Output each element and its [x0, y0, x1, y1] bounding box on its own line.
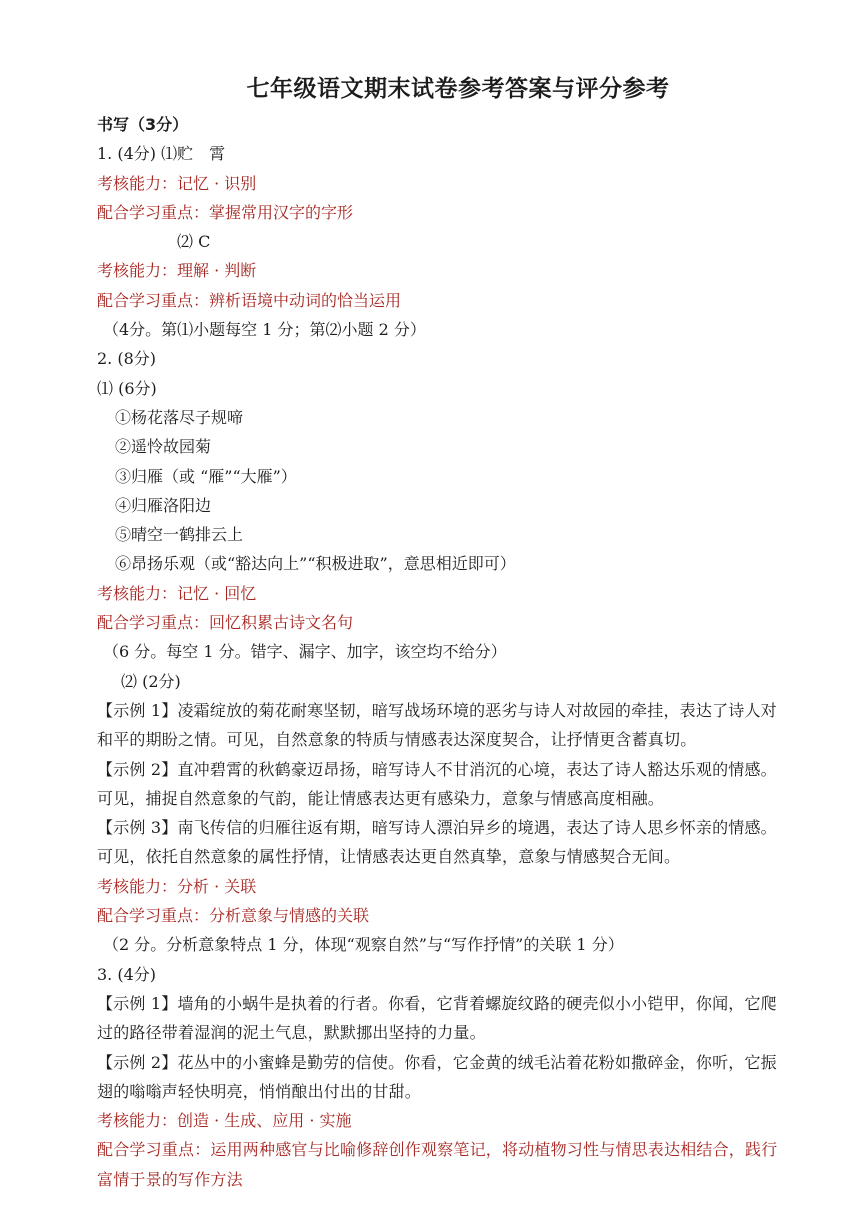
- answer-content: [97, 110, 779, 1194]
- assessment-note: 考核能力：记忆 · 回忆: [97, 583, 257, 603]
- assessment-note: 考核能力：分析 · 关联: [97, 876, 257, 896]
- example-answer: 【示例 2】直冲碧霄的秋鹤豪迈昂扬，暗写诗人不甘消沉的心境，表达了诗人豁达乐观的情感。可见，捕捉自然意象的气韵，能让情感表达更有感染力，意象与情感高度相融。: [97, 759, 777, 808]
- section-heading: 书写（3分）: [97, 115, 189, 134]
- answer-line: ⑴ (6分): [97, 378, 157, 398]
- answer-line: 2. (8分): [97, 349, 157, 369]
- example-answer: 【示例 1】墙角的小蜗牛是执着的行者。你看，它背着螺旋纹路的硬壳似小小铠甲，你闻，它爬过的路径带着湿润的泥土气息，默默挪出坚持的力量。: [97, 993, 777, 1043]
- assessment-note: 配合学习重点：回忆积累古诗文名句: [97, 613, 354, 633]
- answer-line: ⑵ C: [177, 232, 211, 252]
- assessment-note: 配合学习重点：分析意象与情感的关联: [97, 906, 370, 926]
- answer-line: ②遥怜故园菊: [115, 437, 212, 457]
- assessment-note: 考核能力：记忆 · 识别: [97, 173, 257, 193]
- page-title: 七年级语文期末试卷参考答案与评分参考: [246, 76, 670, 102]
- answer-line: ⑤晴空一鹤排云上: [115, 525, 244, 545]
- assessment-note: 考核能力：理解 · 判断: [97, 261, 257, 281]
- answer-line: 3. (4分): [97, 964, 157, 984]
- answer-line: ⑥昂扬乐观（或“豁达向上”“积极进取”，意思相近即可）: [115, 554, 516, 574]
- answer-line: ③归雁（或 “雁”“大雁”）: [115, 466, 297, 486]
- example-answer: 【示例 2】花丛中的小蜜蜂是勤劳的信使。你看，它金黄的绒毛沾着花粉如撒碎金，你听，它振翅的嗡嗡声轻快明亮，悄悄酿出付出的甘甜。: [97, 1052, 777, 1101]
- assessment-note: 考核能力：创造 · 生成、应用 · 实施: [97, 1111, 352, 1131]
- answer-line: （6 分。每空 1 分。错字、漏字、加字，该空均不给分）: [103, 642, 507, 662]
- answer-line: ①杨花落尽子规啼: [115, 407, 244, 427]
- answer-line: ⑵ (2分): [121, 671, 181, 691]
- answer-line: ④归雁洛阳边: [115, 495, 212, 515]
- answer-line: （4分。第⑴小题每空 1 分；第⑵小题 2 分）: [103, 320, 426, 340]
- example-answer: 【示例 1】凌霜绽放的菊花耐寒坚韧，暗写战场环境的恶劣与诗人对故园的牵挂，表达了诗人对和平的期盼之情。可见，自然意象的特质与情感表达深度契合，让抒情更含蓄真切。: [97, 700, 777, 750]
- answer-line: 1. (4分) ⑴贮 霄: [97, 144, 226, 164]
- answer-line: （2 分。分析意象特点 1 分，体现“观察自然”与“写作抒情”的关联 1 分）: [103, 935, 624, 955]
- assessment-note: 配合学习重点：掌握常用汉字的字形: [97, 202, 354, 222]
- assessment-note: 配合学习重点：运用两种感官与比喻修辞创作观察笔记，将动植物习性与情思表达相结合，践行富情于景的写作方法: [97, 1140, 778, 1189]
- assessment-note: 配合学习重点：辨析语境中动词的恰当运用: [97, 290, 402, 310]
- example-answer: 【示例 3】南飞传信的归雁往返有期，暗写诗人漂泊异乡的境遇，表达了诗人思乡怀亲的情感。可见，依托自然意象的属性抒情，让情感表达更自然真挚，意象与情感契合无间。: [97, 818, 777, 867]
